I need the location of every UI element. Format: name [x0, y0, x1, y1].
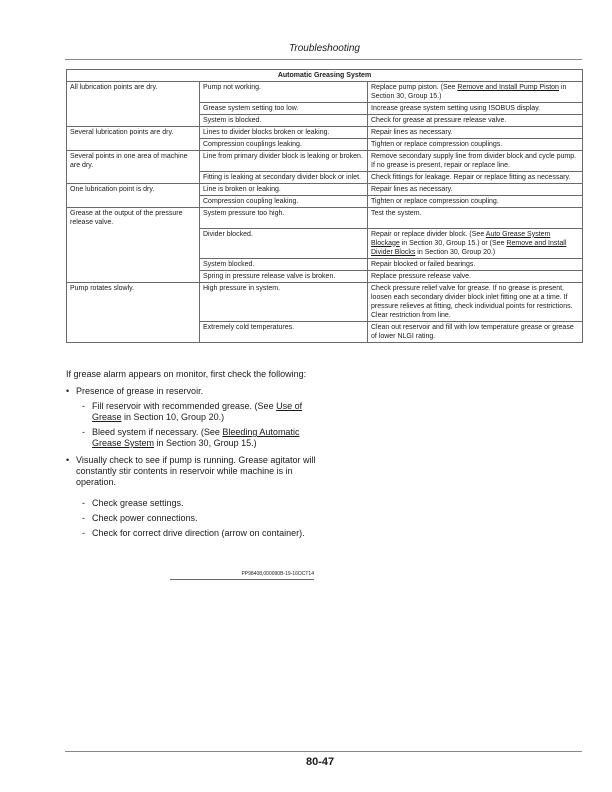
solution-text: in Section 30, Group 15.) or (See	[399, 239, 507, 247]
table-row	[67, 184, 583, 196]
solution-cell: Repair lines as necessary.	[368, 127, 583, 139]
cause-cell: Divider blocked.	[200, 228, 368, 258]
cause-cell: System pressure too high.	[200, 208, 368, 229]
table-row	[67, 127, 583, 139]
table-row	[67, 282, 583, 321]
table-row	[67, 321, 583, 342]
table-row	[67, 258, 583, 270]
cause-cell: Pump not working.	[200, 82, 368, 103]
dash-item	[82, 427, 316, 449]
cross-reference-link[interactable]: Use of Grease	[92, 401, 303, 422]
dash-icon: -	[82, 498, 85, 508]
symptom-cell	[67, 196, 200, 208]
bullet-item	[66, 455, 316, 488]
bullet-item	[66, 386, 316, 397]
table-row	[67, 208, 583, 229]
symptom-cell	[67, 103, 200, 115]
solution-text: Replace pump piston. (See	[371, 84, 458, 91]
bullet-icon: •	[66, 386, 70, 396]
dash-icon: -	[82, 401, 85, 411]
cause-cell: High pressure in system.	[200, 282, 368, 321]
solution-cell: Clean out reservoir and fill with low temperature grease or grease of lower NLGI rating.	[368, 321, 583, 342]
solution-cell: Increase grease system setting using ISOBUS display.	[368, 103, 583, 115]
solution-cell: Test the system.	[368, 208, 583, 229]
table-row	[67, 103, 583, 115]
doc-ref-rule	[170, 579, 314, 580]
solution-cell: Tighten or replace compression coupling.	[368, 196, 583, 208]
symptom-cell: Pump rotates slowly.	[67, 282, 200, 321]
solution-cell: Repair lines as necessary.	[368, 184, 583, 196]
solution-cell: Tighten or replace compression couplings.	[368, 139, 583, 151]
cause-cell: Compression couplings leaking.	[200, 139, 368, 151]
symptom-cell: Several lubrication points are dry.	[67, 127, 200, 139]
solution-cell	[368, 82, 583, 103]
symptom-cell	[67, 258, 200, 270]
dash-text: Fill reservoir with recommended grease. (See	[92, 401, 277, 411]
cause-cell: Compression coupling leaking.	[200, 196, 368, 208]
cause-cell: Line from primary divider block is leaking or broken.	[200, 151, 368, 172]
table-row	[67, 228, 583, 258]
page-number: 80-47	[306, 756, 335, 768]
symptom-cell	[67, 115, 200, 127]
dash-icon: -	[82, 528, 85, 538]
solution-cell: Replace pressure release valve.	[368, 270, 583, 282]
dash-text: Check for correct drive direction (arrow on container).	[92, 528, 305, 538]
cause-cell: Grease system setting too low.	[200, 103, 368, 115]
cross-reference-link[interactable]: Bleeding Automatic Grease System	[92, 427, 300, 448]
symptom-cell	[67, 228, 200, 258]
symptom-cell: All lubrication points are dry.	[67, 82, 200, 103]
cause-cell: Spring in pressure release valve is broken.	[200, 270, 368, 282]
cause-cell: System is blocked.	[200, 115, 368, 127]
symptom-cell	[67, 270, 200, 282]
cause-cell: Extremely cold temperatures.	[200, 321, 368, 342]
table-caption-row	[67, 70, 583, 82]
cause-cell: Line is broken or leaking.	[200, 184, 368, 196]
dash-text: Bleed system if necessary. (See	[92, 427, 223, 437]
intro-paragraph: If grease alarm appears on monitor, first check the following:	[66, 369, 307, 379]
symptom-cell	[67, 172, 200, 184]
solution-text: in Section 30, Group 20.)	[415, 248, 496, 256]
dash-text: in Section 30, Group 15.)	[154, 438, 257, 448]
dash-icon: -	[82, 513, 85, 523]
symptom-cell: Several points in one area of machine are dry.	[67, 151, 200, 172]
solution-cell: Remove secondary supply line from divider block and cycle pump. If no grease is present, repair or replace line.	[368, 151, 583, 172]
dash-item	[82, 498, 316, 509]
solution-cell: Check for grease at pressure release valve.	[368, 115, 583, 127]
cross-reference-link[interactable]: Remove and Install Divider Blocks	[371, 239, 567, 256]
cause-cell: System blocked.	[200, 258, 368, 270]
symptom-cell: One lubrication point is dry.	[67, 184, 200, 196]
symptom-cell	[67, 321, 200, 342]
footer-rule	[65, 751, 582, 752]
bullet-text: Presence of grease in reservoir.	[76, 386, 204, 396]
solution-cell: Repair blocked or failed bearings.	[368, 258, 583, 270]
table-row	[67, 82, 583, 103]
symptom-cell	[67, 139, 200, 151]
table-row	[67, 151, 583, 172]
cause-cell: Fitting is leaking at secondary divider block or inlet.	[200, 172, 368, 184]
table-row	[67, 196, 583, 208]
bullet-icon: •	[66, 455, 70, 465]
header-rule	[65, 59, 582, 60]
dash-text: Check power connections.	[92, 513, 198, 523]
solution-text: in Section 30, Group 15.)	[371, 84, 567, 100]
cross-reference-link[interactable]: Remove and Install Pump Piston	[457, 84, 559, 91]
table-row	[67, 270, 583, 282]
solution-text: Repair or replace divider block. (See	[371, 230, 486, 238]
dash-item	[82, 513, 316, 524]
dash-text: Check grease settings.	[92, 498, 184, 508]
solution-cell: Check fittings for leakage. Repair or replace fitting as necessary.	[368, 172, 583, 184]
troubleshooting-table	[66, 69, 583, 343]
cross-reference-link[interactable]: Auto Grease System Blockage	[371, 230, 551, 247]
running-header-title: Troubleshooting	[289, 43, 360, 54]
bullet-text: Visually check to see if pump is running. Grease agitator will constantly stir contents in reservoir while machine is in operation.	[76, 455, 316, 487]
dash-list	[82, 401, 316, 449]
instructions-section	[66, 369, 316, 545]
dash-text: in Section 10, Group 20.)	[121, 412, 225, 422]
dash-list	[82, 498, 316, 539]
document-reference-code: PP98408,000090B-19-16OCT14	[241, 571, 314, 577]
cause-cell: Lines to divider blocks broken or leaking.	[200, 127, 368, 139]
symptom-cell: Grease at the output of the pressure release valve.	[67, 208, 200, 229]
table-caption: Automatic Greasing System	[67, 70, 583, 82]
solution-cell	[368, 228, 583, 258]
table-row	[67, 115, 583, 127]
table-row	[67, 172, 583, 184]
dash-item	[82, 528, 316, 539]
solution-cell: Check pressure relief valve for grease. If no grease is present, loosen each secondary divider block inlet fitting one at a time. If pressure relieves at fitting, check individual points for restrictions. Clear restriction from line.	[368, 282, 583, 321]
dash-item	[82, 401, 316, 423]
table-row	[67, 139, 583, 151]
dash-icon: -	[82, 427, 85, 437]
